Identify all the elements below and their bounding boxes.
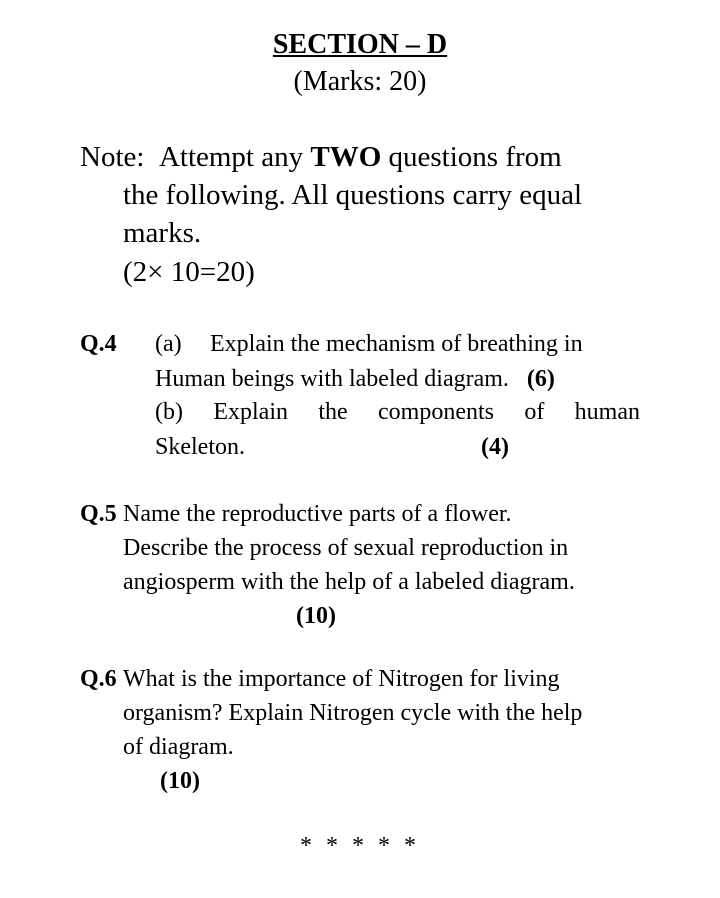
question-number: Q.6 — [80, 666, 117, 692]
question-text: What is the importance of Nitrogen for living — [123, 666, 560, 692]
question-text: (b) Explain the components of human — [155, 399, 640, 425]
note-line-3: marks. — [123, 217, 202, 249]
note-text: questions from — [388, 141, 562, 173]
note-label: Note: — [80, 141, 145, 173]
question-text: Explain the mechanism of breathing in — [210, 331, 583, 357]
note-line-1 — [80, 143, 562, 172]
section-marks: (Marks: 20) — [293, 66, 427, 97]
question-marks: (6) — [526, 366, 555, 392]
note-marks-formula: (2× 10=20) — [123, 256, 255, 288]
question-text: Skeleton. — [155, 434, 245, 460]
question-number: Q.4 — [80, 331, 117, 357]
section-title: SECTION – D — [272, 29, 448, 60]
question-marks: (4) — [481, 434, 509, 460]
question-text-line: Human beings with labeled diagram. — [155, 366, 509, 392]
question-marks: (10) — [160, 768, 200, 794]
question-marks: (10) — [296, 603, 336, 629]
note-emphasis: TWO — [310, 141, 382, 173]
part-label: (a) — [155, 331, 182, 357]
question-text — [155, 367, 555, 391]
question-text: of diagram. — [123, 734, 234, 760]
note-line-2: the following. All questions carry equal — [123, 179, 583, 211]
note-text: Attempt any — [158, 141, 304, 173]
question-number: Q.5 — [80, 501, 117, 527]
question-text: Describe the process of sexual reproduction in — [123, 535, 569, 561]
question-text: angiosperm with the help of a labeled diagram. — [123, 569, 575, 595]
question-text: organism? Explain Nitrogen cycle with the help — [123, 700, 583, 726]
question-text: Name the reproductive parts of a flower. — [123, 501, 512, 527]
end-marker: * * * * * — [300, 833, 420, 859]
